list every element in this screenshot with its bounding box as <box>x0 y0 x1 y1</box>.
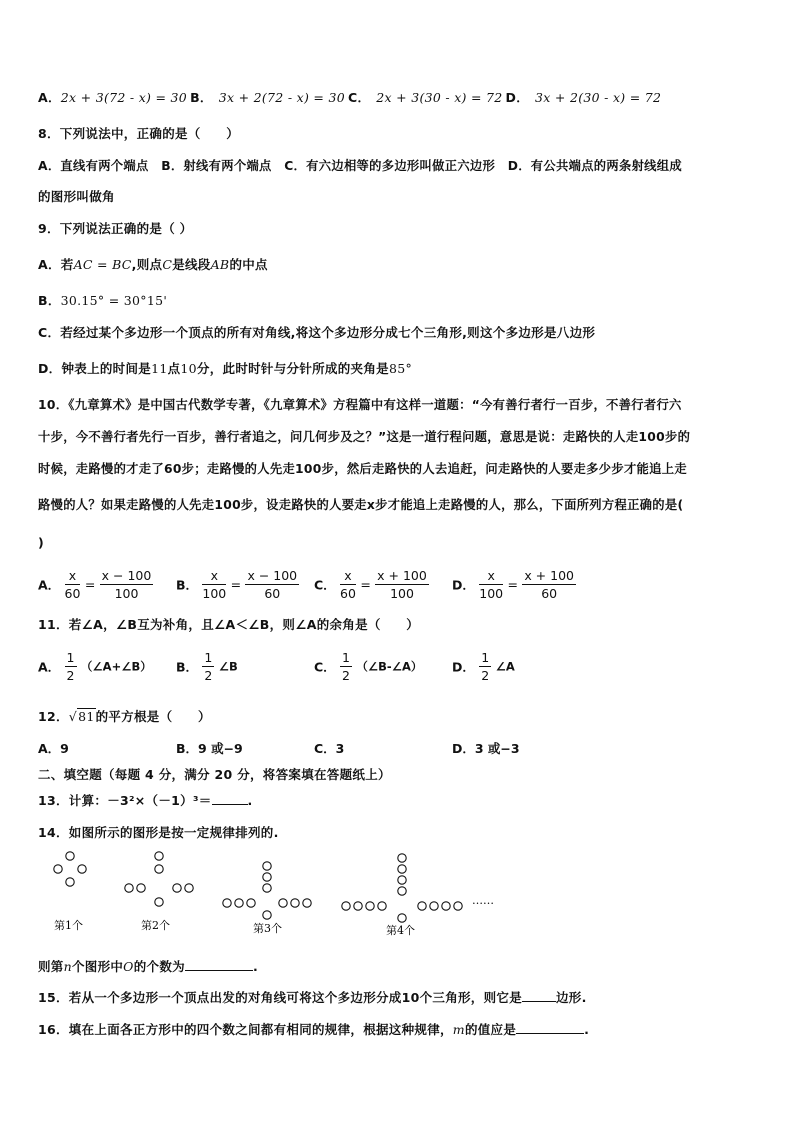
q10-line3: 时候，走路慢的才走了60步；走路慢的人先走100步，然后走路快的人去追赶，问走路快的人要走多少步才能追上走 <box>38 462 687 476</box>
frac-denominator: 100 <box>390 586 414 601</box>
frac-denominator: 2 <box>66 668 75 683</box>
frac-numerator: 1 <box>481 650 490 665</box>
q14-ask-mid: 个图形中 <box>71 959 124 974</box>
q10-c-left-fraction <box>340 568 356 601</box>
frac-numerator: x + 100 <box>377 568 427 583</box>
q16 <box>38 1020 589 1038</box>
q9-option-d <box>38 359 412 377</box>
q9-option-a <box>38 255 268 273</box>
q11-c-fraction <box>340 650 352 683</box>
q10-option-c <box>314 568 429 601</box>
frac-denominator: 2 <box>481 668 490 683</box>
frac-numerator: 1 <box>342 650 350 665</box>
q11-b-fraction <box>202 650 214 683</box>
sqrt-symbol: √ <box>68 709 78 724</box>
q12-option-d: D．3 或−3 <box>452 741 520 756</box>
q9-option-b <box>38 291 167 309</box>
q15-end: 边形. <box>556 990 587 1005</box>
q11-stem: 11．若∠A，∠B互为补角，且∠A＜∠B，则∠A的余角是（ ） <box>38 617 420 632</box>
q14-figure <box>38 850 538 940</box>
q7-options <box>38 88 661 106</box>
q9-d-n3: 85° <box>388 361 412 376</box>
equals-sign: = <box>360 577 371 592</box>
q8-stem: 8．下列说法中，正确的是（ ） <box>38 126 239 141</box>
pattern-2 <box>125 852 193 906</box>
q11-b-expr: ∠B <box>218 659 238 674</box>
q7-label-a: A． <box>38 90 61 105</box>
equals-sign: = <box>507 577 518 592</box>
q12-pre: 12． <box>38 709 69 724</box>
frac-numerator: x − 100 <box>247 568 298 583</box>
q10-b-label: B． <box>176 577 199 593</box>
q13-answer-blank[interactable] <box>212 792 248 805</box>
q10-c-right-fraction <box>375 568 429 601</box>
q12-option-a: A．9 <box>38 741 69 756</box>
ellipsis: …… <box>472 894 494 907</box>
q9-stem: 9．下列说法正确的是（ ） <box>38 221 193 236</box>
frac-denominator: 2 <box>342 668 350 683</box>
q10-a-left-fraction <box>65 568 81 601</box>
q12-post: 的平方根是（ ） <box>95 709 211 724</box>
q16-mid: 的值应是 <box>464 1022 517 1037</box>
q7-eq-c: 2x + 3(30 - x) = 72 <box>376 90 503 105</box>
equals-sign: = <box>230 577 242 592</box>
caption-1: 第1个 <box>54 919 83 932</box>
q9-option-c: C．若经过某个多边形一个顶点的所有对角线,将这个多边形分成七个三角形,则这个多边形是八边形 <box>38 325 596 340</box>
frac-numerator: x <box>65 568 81 585</box>
q14-question <box>38 957 258 975</box>
q10-d-left-fraction <box>479 568 503 601</box>
q11-d-fraction <box>479 650 491 683</box>
q7-label-b: B． <box>190 90 213 105</box>
q9-a-mid2: 是线段 <box>172 257 211 272</box>
q12-option-c: C．3 <box>314 741 345 756</box>
equals-sign: = <box>84 577 96 592</box>
q9-a-mid: ,则点 <box>131 257 163 272</box>
frac-denominator: 60 <box>264 586 281 601</box>
frac-numerator: 1 <box>66 650 75 665</box>
q14-n: n <box>63 959 72 974</box>
q9-a-math: AC = BC <box>73 257 132 272</box>
q10-b-right-fraction <box>245 568 299 601</box>
q10-d-right-fraction <box>522 568 576 601</box>
q12-stem <box>38 707 211 725</box>
q9-b-pre: B． <box>38 293 61 308</box>
section-heading: 二、填空题（每题 4 分，满分 20 分，将答案填在答题纸上） <box>38 767 391 782</box>
frac-denominator: 60 <box>340 586 356 601</box>
q11-option-d <box>452 650 515 683</box>
q9-a-c: C <box>162 257 173 272</box>
q16-m: m <box>452 1022 465 1037</box>
q9-a-pre: A．若 <box>38 257 74 272</box>
q9-d-mid2: 分，此时时针与分针所成的夹角是 <box>196 361 389 376</box>
q9-d-mid1: 点 <box>167 361 181 376</box>
q9-b-math: 30.15° = 30°15' <box>60 293 168 308</box>
frac-numerator: x <box>479 568 503 585</box>
q10-option-d <box>452 568 576 601</box>
q9-d-n2: 10 <box>180 361 197 376</box>
caption-3: 第3个 <box>253 922 282 935</box>
q8-options-line1: A．直线有两个端点 B．射线有两个端点 C．有六边相等的多边形叫做正六边形 D．有公共端点的两条射线组成 <box>38 159 682 173</box>
pattern-3 <box>223 862 311 919</box>
q7-label-d: D． <box>505 90 530 105</box>
frac-denominator: 100 <box>114 586 139 601</box>
q12-radicand: 81 <box>78 709 95 724</box>
q14-ask-pre: 则第 <box>38 959 64 974</box>
frac-denominator: 60 <box>64 586 81 601</box>
q14-answer-blank[interactable] <box>185 958 253 971</box>
q11-a-expr: （∠A+∠B） <box>80 659 152 674</box>
q10-line1: 10．《九章算术》是中国古代数学专著，《九章算术》方程篇中有这样一道题：“今有善行者行一百步，不善行者行六 <box>38 398 682 412</box>
q14-ask-post: 的个数为 <box>133 959 185 974</box>
q11-d-expr: ∠A <box>495 659 515 674</box>
q10-c-label: C． <box>314 577 336 593</box>
frac-denominator: 2 <box>204 668 213 683</box>
q10-b-left-fraction <box>202 568 226 601</box>
q10-a-label: A． <box>38 577 61 593</box>
q9-d-pre: D．钟表上的时间是 <box>38 361 152 376</box>
frac-numerator: x <box>202 568 226 585</box>
q15-answer-blank[interactable] <box>522 989 556 1002</box>
q14-o: O <box>123 959 134 974</box>
q9-a-ab: AB <box>210 257 230 272</box>
q15-text: 15．若从一个多边形一个顶点出发的对角线可将这个多边形分成10个三角形，则它是 <box>38 990 522 1005</box>
q9-d-n1: 11 <box>151 361 168 376</box>
q11-option-b <box>176 650 238 683</box>
caption-4: 第4个 <box>386 924 415 937</box>
q14-end: . <box>252 959 258 974</box>
q11-c-expr: （∠B-∠A） <box>356 659 423 674</box>
q10-d-label: D． <box>452 577 475 593</box>
q13-text: 13．计算：－3²×（－1）³＝ <box>38 793 212 808</box>
q9-a-post: 的中点 <box>229 257 268 272</box>
q10-line2: 十步，今不善行者先行一百步，善行者追之，问几何步及之？”这是一道行程问题，意思是说：走路快的人走100步的 <box>38 430 691 444</box>
q7-eq-a: 2x + 3(72 - x) = 30 <box>60 90 188 105</box>
q11-a-label: A． <box>38 659 61 675</box>
q10-option-b <box>176 568 299 601</box>
q10-line5: ) <box>38 535 45 550</box>
q11-option-c <box>314 650 422 683</box>
q10-line4: 路慢的人？如果走路慢的人先走100步，设走路快的人要走x步才能追上走路慢的人，那么，下面所列方程正确的是( <box>38 498 684 512</box>
q11-a-fraction <box>65 650 77 683</box>
frac-denominator: 100 <box>479 586 504 601</box>
frac-denominator: 100 <box>202 586 227 601</box>
q14-stem: 14．如图所示的图形是按一定规律排列的. <box>38 825 279 840</box>
frac-numerator: x + 100 <box>524 568 574 583</box>
q12-option-b: B．9 或−9 <box>176 741 243 756</box>
q10-option-a <box>38 568 153 601</box>
q13-end: . <box>247 793 253 808</box>
pattern-4 <box>342 854 462 922</box>
q11-c-label: C． <box>314 659 336 675</box>
q7-eq-b: 3x + 2(72 - x) = 30 <box>218 90 345 105</box>
pattern-1 <box>54 852 86 886</box>
q11-option-a <box>38 650 152 683</box>
q8-options-line2: 的图形叫做角 <box>38 189 115 204</box>
q16-text: 16．填在上面各正方形中的四个数之间都有相同的规律，根据这种规律， <box>38 1022 453 1037</box>
frac-numerator: 1 <box>204 650 213 665</box>
q7-eq-d: 3x + 2(30 - x) = 72 <box>535 90 662 105</box>
caption-2: 第2个 <box>141 919 170 932</box>
q11-b-label: B． <box>176 659 199 675</box>
q13 <box>38 791 253 809</box>
q16-answer-blank[interactable] <box>516 1021 584 1034</box>
q15 <box>38 988 587 1006</box>
q10-a-right-fraction <box>100 568 154 601</box>
q11-d-label: D． <box>452 659 475 675</box>
q7-label-c: C． <box>347 90 371 105</box>
frac-numerator: x <box>340 568 356 585</box>
frac-numerator: x − 100 <box>101 568 152 583</box>
frac-denominator: 60 <box>541 586 558 601</box>
q16-end: . <box>584 1022 590 1037</box>
